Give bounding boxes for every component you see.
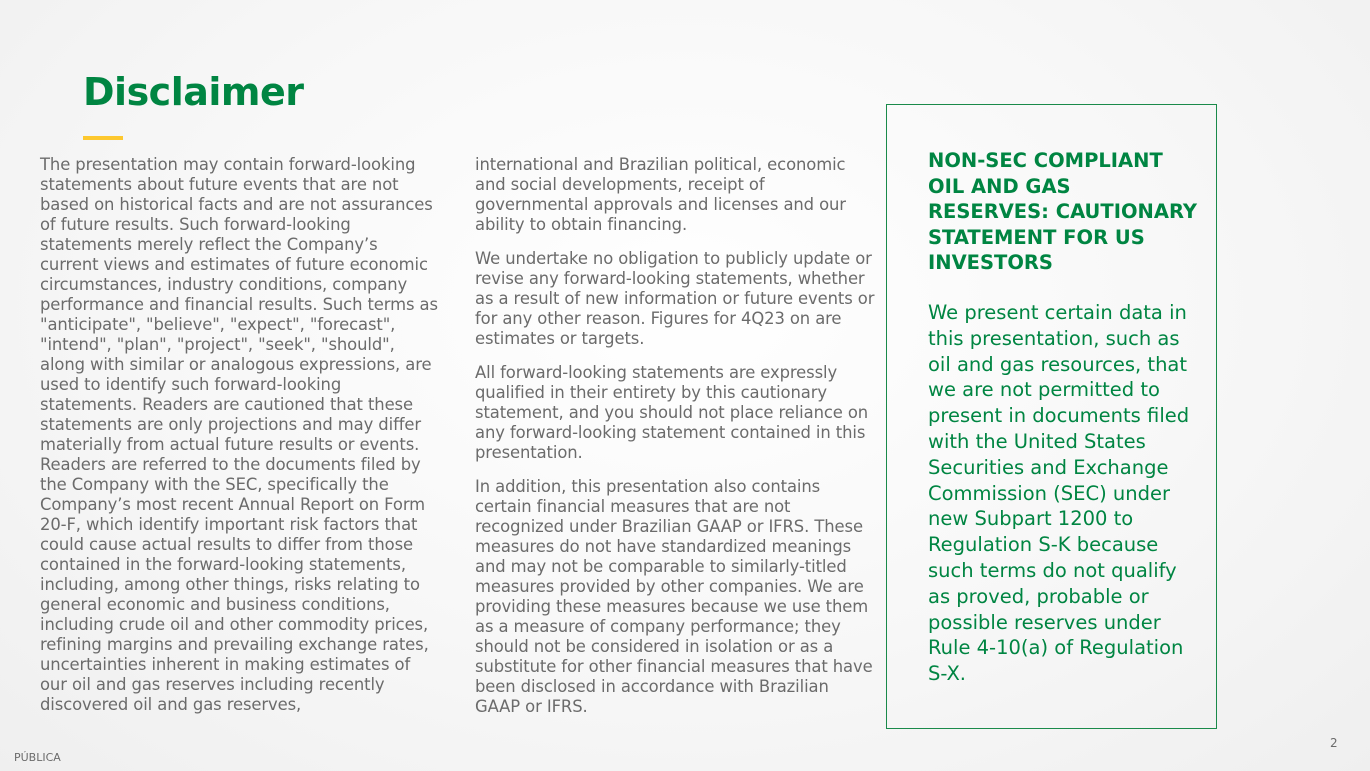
disclaimer-paragraph: international and Brazilian political, economic and social developments, receipt of governmental approvals and licenses and our ability to obtain financing.: [475, 155, 846, 234]
title-accent-bar: [83, 136, 123, 140]
disclaimer-column-middle: [475, 155, 875, 717]
classification-label: PÚBLICA: [14, 751, 61, 764]
page-number: 2: [1330, 736, 1338, 750]
disclaimer-paragraph: The presentation may contain forward-looking statements about future events that are not based on historical facts and are not assurances of future results. Such forward-looking statements merely reflect the Company’s current views and estimates of future economic circumstances, industry conditions, company performance and financial results. Such terms as "anticipate", "believe", "expect", "forecast", "intend", "plan", "project", "seek", "should", along with similar or analogous expressions, are used to identify such forward-looking statements. Readers are cautioned that these statements are only projections and may differ materially from actual future results or events. Readers are referred to the documents filed by the Company with the SEC, specifically the Company’s most recent Annual Report on Form 20-F, which identify important risk factors that could cause actual results to differ from those contained in the forward-looking statements, including, among other things, risks relating to general economic and business conditions, including crude oil and other commodity prices, refining margins and prevailing exchange rates, uncertainties inherent in making estimates of our oil and gas reserves including recently discovered oil and gas reserves,: [40, 155, 438, 714]
disclaimer-column-left: [40, 155, 440, 715]
callout-heading: NON-SEC COMPLIANT OIL AND GAS RESERVES: CAUTIONARY STATEMENT FOR US INVESTORS: [928, 149, 1198, 274]
callout-body: We present certain data in this presentation, such as oil and gas resources, that we are not permitted to present in documents filed with the United States Securities and Exchange Commission (SEC) under new Subpart 1200 to Regulation S-K because such terms do not qualify as proved, probable or possible reserves under Rule 4-10(a) of Regulation S-X.: [928, 301, 1190, 686]
disclaimer-paragraph: In addition, this presentation also contains certain financial measures that are not recognized under Brazilian GAAP or IFRS. These measures do not have standardized meanings and may not be comparable to similarly-titled measures provided by other companies. We are providing these measures because we use them as a measure of company performance; they should not be considered in isolation or as a substitute for other financial measures that have been disclosed in accordance with Brazilian GAAP or IFRS.: [475, 477, 873, 716]
page-title: Disclaimer: [83, 70, 304, 114]
disclaimer-paragraph: We undertake no obligation to publicly update or revise any forward-looking statements, whether as a result of new information or future events or for any other reason. Figures for 4Q23 on are estimates or targets.: [475, 249, 875, 348]
disclaimer-paragraph: All forward-looking statements are expressly qualified in their entirety by this cautionary statement, and you should not place reliance on any forward-looking statement contained in this presentation.: [475, 363, 869, 462]
cautionary-callout-box: [886, 104, 1217, 729]
